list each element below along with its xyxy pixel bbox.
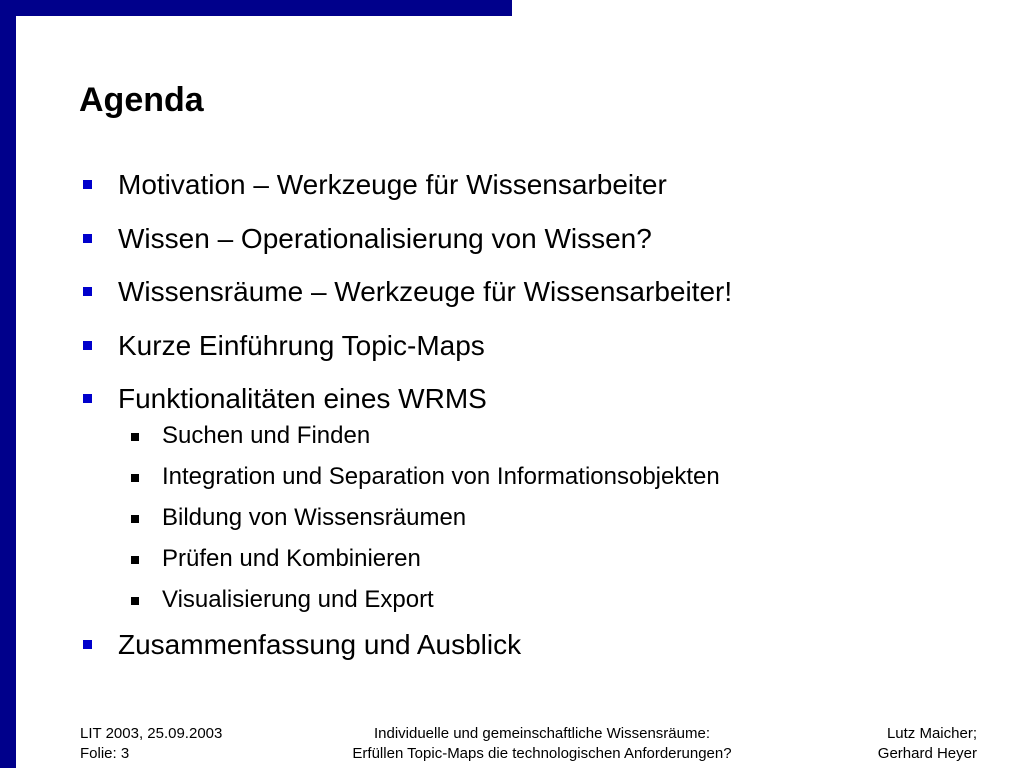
agenda-item-text: Motivation – Werkzeuge für Wissensarbeiter xyxy=(118,169,667,200)
square-bullet-icon xyxy=(131,433,139,441)
footer-author-2: Gerhard Heyer xyxy=(877,745,977,762)
agenda-item-text: Wissensräume – Werkzeuge für Wissensarbeiter! xyxy=(118,276,733,307)
square-bullet-icon xyxy=(83,287,92,296)
agenda-item xyxy=(80,220,980,258)
agenda-subitem-text: Suchen und Finden xyxy=(162,421,371,449)
agenda-subitem xyxy=(80,585,980,615)
footer-event-date: LIT 2003, 25.09.2003 xyxy=(80,725,223,742)
agenda-subitem xyxy=(80,462,980,492)
agenda-list xyxy=(80,166,980,679)
agenda-subitem-text: Visualisierung und Export xyxy=(162,585,434,613)
agenda-item xyxy=(80,626,980,664)
square-bullet-icon xyxy=(83,640,92,649)
footer-authors xyxy=(777,724,977,764)
footer-slide-number: Folie: 3 xyxy=(80,745,130,762)
agenda-item xyxy=(80,273,980,311)
square-bullet-icon xyxy=(131,556,139,564)
square-bullet-icon xyxy=(83,394,92,403)
slide-title: Agenda xyxy=(79,81,204,119)
slide-footer xyxy=(0,724,1024,764)
footer-author-1: Lutz Maicher; xyxy=(886,725,977,742)
agenda-item xyxy=(80,166,980,204)
agenda-item-text: Zusammenfassung und Ausblick xyxy=(118,628,522,660)
square-bullet-icon xyxy=(131,474,139,482)
agenda-item-text: Funktionalitäten eines WRMS xyxy=(118,383,487,414)
agenda-item xyxy=(80,380,980,418)
agenda-sublist xyxy=(80,421,980,615)
agenda-subitem-text: Prüfen und Kombinieren xyxy=(162,544,421,572)
footer-title-line2: Erfüllen Topic-Maps die technologischen Anforderungen? xyxy=(352,745,732,762)
agenda-subitem-text: Integration und Separation von Informationsobjekten xyxy=(162,462,720,490)
agenda-item-text: Wissen – Operationalisierung von Wissen? xyxy=(118,222,652,254)
agenda-subitem xyxy=(80,503,980,533)
agenda-subitems xyxy=(80,421,980,615)
agenda-subitem-text: Bildung von Wissensräumen xyxy=(162,503,467,531)
agenda-subitem xyxy=(80,544,980,574)
agenda-item xyxy=(80,327,980,365)
square-bullet-icon xyxy=(131,597,139,605)
square-bullet-icon xyxy=(83,234,92,243)
agenda-subitem xyxy=(80,421,980,451)
slide-frame-left-bar xyxy=(0,0,16,768)
slide-frame-top-bar xyxy=(0,0,512,16)
square-bullet-icon xyxy=(131,515,139,523)
square-bullet-icon xyxy=(83,341,92,350)
square-bullet-icon xyxy=(83,180,92,189)
footer-talk-title xyxy=(292,724,792,764)
footer-event-info xyxy=(80,724,320,764)
agenda-item-text: Kurze Einführung Topic-Maps xyxy=(118,329,485,361)
footer-title-line1: Individuelle und gemeinschaftliche Wissensräume: xyxy=(373,725,710,742)
